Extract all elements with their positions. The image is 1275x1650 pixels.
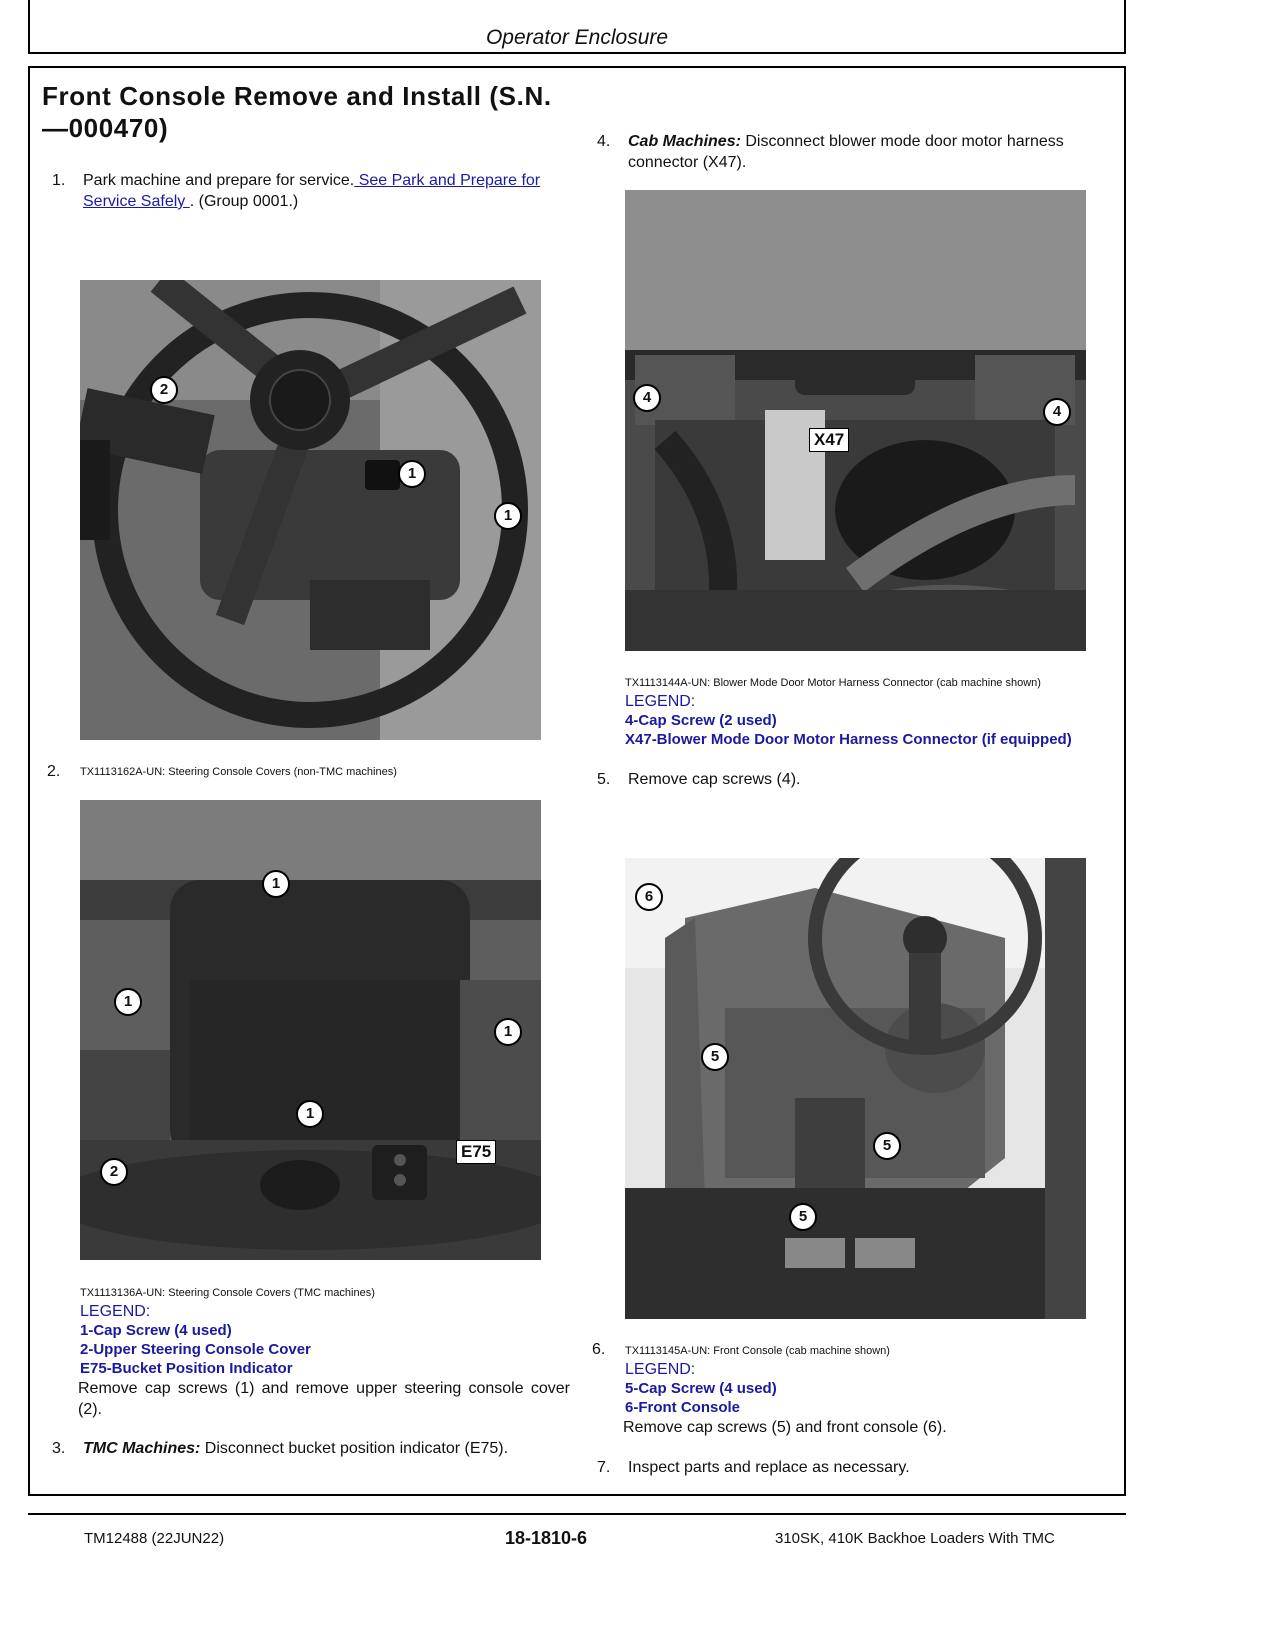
legend-fig4: [625, 1360, 1115, 1417]
footer-rule: [28, 1513, 1126, 1515]
step-number: 2.: [47, 763, 61, 780]
legend-title: LEGEND:: [625, 1361, 696, 1378]
step-2-instruction: Remove cap screws (1) and remove upper steering console cover (2).: [78, 1380, 570, 1418]
step-number: 1.: [52, 172, 66, 189]
step-number: 3.: [52, 1440, 66, 1457]
header-box: [28, 0, 1126, 54]
callout-4: 4: [1043, 398, 1071, 426]
step-number: 6.: [592, 1341, 606, 1358]
step-text: Park machine and prepare for service.: [83, 172, 355, 189]
callout-5: 5: [701, 1043, 729, 1071]
callout-4: 4: [633, 384, 661, 412]
footer-doc-id: TM12488 (22JUN22): [84, 1530, 225, 1547]
legend-item: 4-Cap Screw (2 used): [625, 712, 777, 729]
callout-1: 1: [296, 1100, 324, 1128]
figure-caption: TX1113144A-UN: Blower Mode Door Motor Harness Connector (cab machine shown): [625, 677, 1041, 689]
legend-item: 1-Cap Screw (4 used): [80, 1322, 232, 1339]
step-number: 5.: [597, 771, 611, 788]
legend-title: LEGEND:: [625, 693, 696, 710]
footer-manual-title: 310SK, 410K Backhoe Loaders With TMC: [775, 1530, 1055, 1547]
steering-console-photo-nontmc: [80, 280, 541, 740]
step-number: 4.: [597, 133, 611, 150]
legend-fig2: [80, 1302, 570, 1378]
legend-item: X47-Blower Mode Door Motor Harness Connector (if equipped): [625, 731, 1072, 748]
callout-1: 1: [494, 1018, 522, 1046]
legend-fig3: [625, 692, 1115, 749]
callout-6: 6: [635, 883, 663, 911]
figure-caption: TX1113162A-UN: Steering Console Covers (non-TMC machines): [80, 766, 397, 778]
step-text: Inspect parts and replace as necessary.: [628, 1459, 910, 1476]
step-text: Disconnect bucket position indicator (E75).: [200, 1440, 509, 1457]
callout-e75: E75: [456, 1140, 496, 1164]
legend-item: 5-Cap Screw (4 used): [625, 1380, 777, 1397]
legend-item: 6-Front Console: [625, 1399, 740, 1416]
figure-caption: TX1113145A-UN: Front Console (cab machine shown): [625, 1345, 890, 1357]
step-text: Remove cap screws (4).: [628, 771, 801, 788]
callout-5: 5: [873, 1132, 901, 1160]
callout-1: 1: [398, 460, 426, 488]
callout-2: 2: [150, 376, 178, 404]
callout-1: 1: [494, 502, 522, 530]
step-text: Disconnect blower mode door motor harness connector (X47).: [628, 133, 1064, 171]
legend-item: E75-Bucket Position Indicator: [80, 1360, 293, 1377]
blower-connector-photo: [625, 190, 1086, 651]
callout-x47: X47: [809, 428, 849, 452]
footer-page-number: 18-1810-6: [505, 1528, 588, 1548]
step-lead: Cab Machines:: [628, 133, 741, 150]
callout-5: 5: [789, 1203, 817, 1231]
step-number: 7.: [597, 1459, 611, 1476]
legend-item: 2-Upper Steering Console Cover: [80, 1341, 311, 1358]
callout-1: 1: [262, 870, 290, 898]
legend-title: LEGEND:: [80, 1303, 151, 1320]
figure-caption: TX1113136A-UN: Steering Console Covers (TMC machines): [80, 1287, 375, 1299]
callout-1: 1: [114, 988, 142, 1016]
step-text-after: . (Group 0001.): [189, 193, 299, 210]
front-console-illustration: [625, 858, 1086, 1319]
page-title: Front Console Remove and Install (S.N. —000470): [42, 81, 552, 143]
step-lead: TMC Machines:: [83, 1440, 201, 1457]
steering-console-photo-tmc: [80, 800, 541, 1260]
step-6-instruction: Remove cap screws (5) and front console (6).: [623, 1419, 947, 1436]
section-title: Operator Enclosure: [485, 26, 669, 49]
callout-2: 2: [100, 1158, 128, 1186]
park-prepare-link[interactable]: See Park and Prepare for Service Safely: [83, 172, 541, 210]
